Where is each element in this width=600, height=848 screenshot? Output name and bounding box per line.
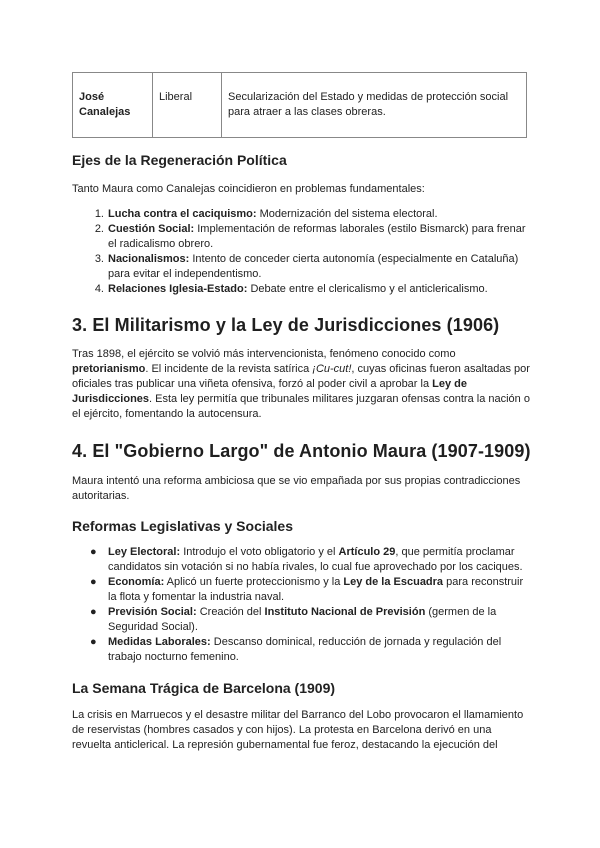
table-cell-name: José Canalejas [73, 73, 153, 138]
ejes-list [72, 207, 532, 297]
list-item-label: Relaciones Iglesia-Estado: [108, 283, 248, 295]
bullet-icon: ● [90, 606, 97, 618]
list-item-text: Implementación de reformas laborales (estilo Bismarck) para frenar el radicalismo obrero. [108, 223, 526, 250]
list-item [72, 282, 532, 297]
list-item-label: Cuestión Social: [108, 223, 195, 235]
gobierno-heading: 4. El "Gobierno Largo" de Antonio Maura (1907-1909) [72, 441, 531, 461]
list-number: 4. [94, 283, 104, 295]
list-item-label: Lucha contra el caciquismo: [108, 208, 257, 220]
list-item-text: Modernización del sistema electoral. [256, 208, 438, 220]
ejes-heading: Ejes de la Regeneración Política [72, 152, 287, 168]
militarismo-paragraph: Tras 1898, el ejército se volvió más intervencionista, fenómeno conocido como pretorianismo. El incidente de la revista satírica ¡Cu-cut!, cuyas oficinas fueron asaltadas por oficiales tras publicar una viñeta ofensiva, forzó al poder civil a aprobar la Ley de Jurisdicciones. Esta ley permitía que tribunales militares juzgaran ofensas contra la nación o el ejército, fomentando la autocensura. [72, 348, 530, 420]
ejes-intro: Tanto Maura como Canalejas coincidieron en problemas fundamentales: [72, 183, 425, 195]
militarismo-heading: 3. El Militarismo y la Ley de Jurisdicciones (1906) [72, 315, 500, 335]
list-item [72, 252, 532, 282]
table-cell-description: Secularización del Estado y medidas de protección social para atraer a las clases obreras. [222, 73, 527, 138]
list-item-label: Nacionalismos: [108, 253, 190, 265]
reformas-heading: Reformas Legislativas y Sociales [72, 518, 293, 534]
list-item [72, 207, 532, 222]
table-cell-party: Liberal [153, 73, 222, 138]
bullet-icon: ● [90, 576, 97, 588]
list-item: ● Previsión Social: Creación del Instituto Nacional de Previsión (germen de la Seguridad Social). [90, 606, 497, 633]
list-item-text: Intento de conceder cierta autonomía (especialmente en Cataluña) para evitar el independentismo. [108, 253, 519, 280]
reformas-list [72, 545, 532, 665]
semana-paragraph: La crisis en Marruecos y el desastre militar del Barranco del Lobo provocaron el llamamiento de reservistas (hombres casados y con hijos). La protesta en Barcelona derivó en una revuelta anticlerical. La represión gubernamental fue feroz, destacando la ejecución del [72, 709, 524, 751]
list-item [72, 222, 532, 252]
table-row [73, 73, 527, 138]
gobierno-intro: Maura intentó una reforma ambiciosa que se vio empañada por sus propias contradicciones autoritarias. [72, 475, 521, 502]
list-item-text: Debate entre el clericalismo y el anticlericalismo. [247, 283, 488, 295]
list-number: 1. [94, 208, 104, 220]
list-number: 2. [94, 223, 104, 235]
bullet-icon: ● [90, 636, 97, 648]
list-number: 3. [94, 253, 104, 265]
government-table [72, 72, 527, 138]
list-item: ● Economía: Aplicó un fuerte proteccionismo y la Ley de la Escuadra para reconstruir la flota y fomentar la industria naval. [90, 576, 524, 603]
bullet-icon: ● [90, 546, 97, 558]
list-item: ● Ley Electoral: Introdujo el voto obligatorio y el Artículo 29, que permitía proclamar candidatos sin votación si no había rivales, lo cual fue aprovechado por los caciques. [90, 546, 523, 573]
list-item: ● Medidas Laborales: Descanso dominical, reducción de jornada y regulación del trabajo nocturno femenino. [90, 636, 502, 663]
semana-heading: La Semana Trágica de Barcelona (1909) [72, 680, 336, 696]
